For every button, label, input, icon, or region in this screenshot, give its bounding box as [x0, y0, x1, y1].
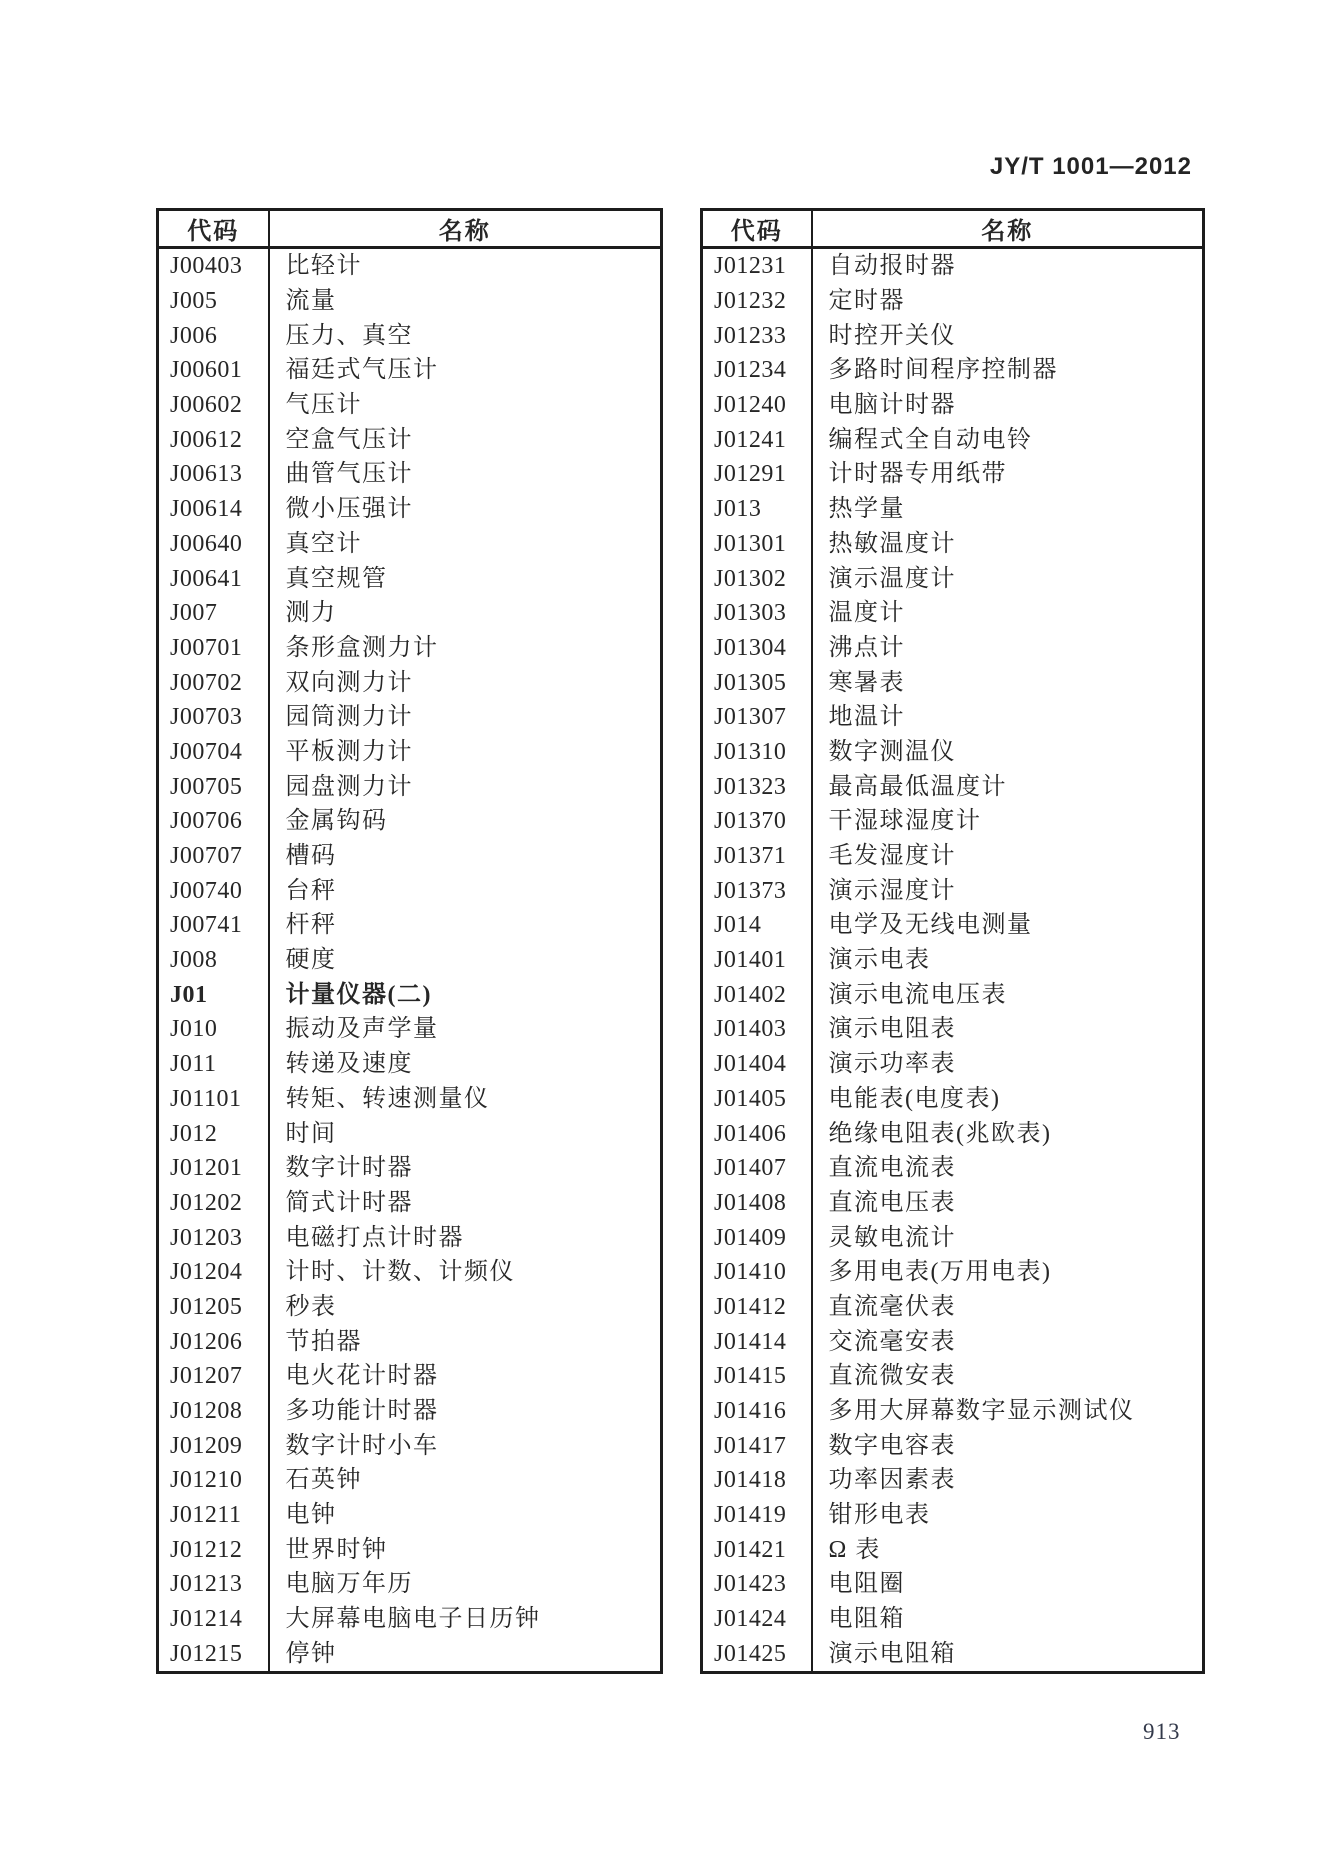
table-row — [158, 1151, 662, 1186]
name-cell: 演示功率表 — [828, 1051, 956, 1078]
table-row — [158, 943, 662, 978]
code-cell: J01370 — [702, 804, 812, 839]
name-cell: 热敏温度计 — [828, 530, 956, 557]
code-cell: J01205 — [158, 1290, 269, 1325]
table-row — [702, 1428, 1204, 1463]
table-row — [158, 1324, 662, 1359]
code-cell: J00741 — [158, 908, 269, 943]
code-cell: J01373 — [702, 873, 812, 908]
code-cell: J00705 — [158, 769, 269, 804]
name-cell: 电火花计时器 — [285, 1363, 439, 1390]
column-header-name: 名称 — [269, 210, 662, 248]
code-cell: J01412 — [702, 1290, 812, 1325]
table-row — [702, 284, 1204, 319]
table-row — [158, 248, 662, 284]
table-row — [158, 1186, 662, 1221]
code-cell: J00703 — [158, 700, 269, 735]
table-row — [702, 561, 1204, 596]
name-cell: 数字电容表 — [828, 1432, 956, 1459]
table-row — [702, 839, 1204, 874]
table-row — [158, 1012, 662, 1047]
table-row — [702, 596, 1204, 631]
name-cell: 多路时间程序控制器 — [828, 357, 1058, 384]
standard-number: JY/T 1001—2012 — [989, 153, 1192, 180]
name-cell: 振动及声学量 — [285, 1016, 439, 1043]
code-name-table — [700, 208, 1205, 1674]
code-cell: J00614 — [158, 492, 269, 527]
name-cell: 福廷式气压计 — [285, 357, 439, 384]
code-cell: J008 — [158, 943, 269, 978]
name-cell: 地温计 — [828, 704, 905, 731]
code-cell: J01234 — [702, 353, 812, 388]
code-cell: J01204 — [158, 1255, 269, 1290]
code-cell: J01421 — [702, 1532, 812, 1567]
table-row — [702, 631, 1204, 666]
code-cell: J00613 — [158, 457, 269, 492]
code-cell: J01415 — [702, 1359, 812, 1394]
name-cell: 微小压强计 — [285, 496, 413, 523]
table-row — [702, 735, 1204, 770]
code-cell: J01417 — [702, 1428, 812, 1463]
name-cell: 电脑计时器 — [828, 392, 956, 419]
table-row — [158, 873, 662, 908]
code-cell: J01206 — [158, 1324, 269, 1359]
name-cell: 数字计时器 — [285, 1155, 413, 1182]
table-row — [702, 353, 1204, 388]
name-cell: 编程式全自动电铃 — [828, 426, 1033, 453]
name-cell: 电能表(电度表) — [828, 1085, 1001, 1112]
code-cell: J01233 — [702, 318, 812, 353]
name-cell: 多用电表(万用电表) — [828, 1259, 1052, 1286]
name-cell: 计量仪器(二) — [285, 981, 432, 1008]
table-row — [158, 1255, 662, 1290]
table-row — [702, 977, 1204, 1012]
table-row — [702, 1359, 1204, 1394]
code-cell: J006 — [158, 318, 269, 353]
table-row — [702, 804, 1204, 839]
table-row — [702, 1151, 1204, 1186]
code-cell: J01 — [158, 977, 269, 1012]
table-row — [702, 1602, 1204, 1637]
name-cell: 转递及速度 — [285, 1051, 413, 1078]
code-cell: J00601 — [158, 353, 269, 388]
table-row — [702, 318, 1204, 353]
code-table-right — [700, 208, 1205, 1674]
name-cell: 世界时钟 — [285, 1536, 388, 1563]
code-cell: J01323 — [702, 769, 812, 804]
name-cell: 电脑万年历 — [285, 1571, 413, 1598]
name-cell: 园筒测力计 — [285, 704, 413, 731]
code-cell: J011 — [158, 1047, 269, 1082]
name-cell: 曲管气压计 — [285, 461, 413, 488]
code-cell: J01423 — [702, 1567, 812, 1602]
table-row — [702, 492, 1204, 527]
code-cell: J007 — [158, 596, 269, 631]
name-cell: 比轻计 — [285, 253, 362, 280]
code-cell: J01416 — [702, 1394, 812, 1429]
code-cell: J01303 — [702, 596, 812, 631]
code-cell: J01209 — [158, 1428, 269, 1463]
name-cell: 计时、计数、计频仪 — [285, 1259, 515, 1286]
table-row — [702, 457, 1204, 492]
table-row — [158, 631, 662, 666]
name-cell: 节拍器 — [285, 1328, 362, 1355]
name-cell: Ω 表 — [828, 1536, 881, 1563]
table-row — [158, 1047, 662, 1082]
table-row — [158, 318, 662, 353]
table-row — [702, 1255, 1204, 1290]
table-row — [158, 457, 662, 492]
code-cell: J01214 — [158, 1602, 269, 1637]
table-row — [158, 1498, 662, 1533]
name-cell: 温度计 — [828, 600, 905, 627]
code-cell: J01291 — [702, 457, 812, 492]
code-cell: J00706 — [158, 804, 269, 839]
name-cell: 园盘测力计 — [285, 773, 413, 800]
table-row — [702, 1290, 1204, 1325]
table-row — [702, 1637, 1204, 1673]
name-cell: 热学量 — [828, 496, 905, 523]
name-cell: 演示电阻箱 — [828, 1640, 956, 1667]
name-cell: 电磁打点计时器 — [285, 1224, 464, 1251]
code-cell: J01207 — [158, 1359, 269, 1394]
name-cell: 电钟 — [285, 1502, 337, 1529]
name-cell: 演示湿度计 — [828, 877, 956, 904]
code-cell: J01212 — [158, 1532, 269, 1567]
code-cell: J00403 — [158, 248, 269, 284]
table-row — [158, 1394, 662, 1429]
table-row — [702, 1116, 1204, 1151]
name-cell: 寒暑表 — [828, 669, 905, 696]
code-cell: J01201 — [158, 1151, 269, 1186]
name-cell: 多用大屏幕数字显示测试仪 — [828, 1398, 1135, 1425]
name-cell: 数字计时小车 — [285, 1432, 439, 1459]
name-cell: 压力、真空 — [285, 322, 413, 349]
code-cell: J01418 — [702, 1463, 812, 1498]
code-cell: J00641 — [158, 561, 269, 596]
name-cell: 条形盒测力计 — [285, 634, 439, 661]
table-row — [158, 596, 662, 631]
table-row — [702, 1394, 1204, 1429]
code-cell: J01405 — [702, 1082, 812, 1117]
name-cell: 自动报时器 — [828, 253, 956, 280]
table-row — [702, 943, 1204, 978]
code-cell: J01203 — [158, 1220, 269, 1255]
code-cell: J01305 — [702, 665, 812, 700]
code-cell: J00707 — [158, 839, 269, 874]
code-cell: J00640 — [158, 527, 269, 562]
column-header-name: 名称 — [812, 210, 1204, 248]
name-cell: 转矩、转速测量仪 — [285, 1085, 490, 1112]
table-row — [702, 1012, 1204, 1047]
code-cell: J01424 — [702, 1602, 812, 1637]
code-cell: J01310 — [702, 735, 812, 770]
name-cell: 毛发湿度计 — [828, 843, 956, 870]
table-row — [158, 735, 662, 770]
table-row — [158, 769, 662, 804]
table-row — [702, 1047, 1204, 1082]
code-cell: J01404 — [702, 1047, 812, 1082]
table-row — [158, 700, 662, 735]
column-header-code: 代码 — [158, 210, 269, 248]
name-cell: 真空计 — [285, 530, 362, 557]
table-row — [702, 1186, 1204, 1221]
table-row — [158, 1463, 662, 1498]
table-row — [158, 1359, 662, 1394]
code-cell: J005 — [158, 284, 269, 319]
name-cell: 台秤 — [285, 877, 337, 904]
code-cell: J01402 — [702, 977, 812, 1012]
name-cell: 停钟 — [285, 1640, 337, 1667]
name-cell: 平板测力计 — [285, 738, 413, 765]
code-cell: J01215 — [158, 1637, 269, 1673]
name-cell: 时控开关仪 — [828, 322, 956, 349]
name-cell: 杆秤 — [285, 912, 337, 939]
name-cell: 直流微安表 — [828, 1363, 956, 1390]
name-cell: 真空规管 — [285, 565, 388, 592]
code-cell: J01241 — [702, 422, 812, 457]
code-cell: J01302 — [702, 561, 812, 596]
code-cell: J01301 — [702, 527, 812, 562]
code-cell: J00704 — [158, 735, 269, 770]
code-cell: J01410 — [702, 1255, 812, 1290]
code-cell: J01407 — [702, 1151, 812, 1186]
code-cell: J013 — [702, 492, 812, 527]
table-row — [702, 422, 1204, 457]
table-row — [158, 492, 662, 527]
table-row — [158, 1082, 662, 1117]
name-cell: 直流毫伏表 — [828, 1293, 956, 1320]
column-header-code: 代码 — [702, 210, 812, 248]
name-cell: 灵敏电流计 — [828, 1224, 956, 1251]
name-cell: 交流毫安表 — [828, 1328, 956, 1355]
table-row — [158, 561, 662, 596]
name-cell: 双向测力计 — [285, 669, 413, 696]
code-cell: J014 — [702, 908, 812, 943]
code-cell: J01371 — [702, 839, 812, 874]
name-cell: 大屏幕电脑电子日历钟 — [285, 1606, 541, 1633]
code-cell: J01232 — [702, 284, 812, 319]
code-cell: J00602 — [158, 388, 269, 423]
code-cell: J01304 — [702, 631, 812, 666]
table-row — [702, 769, 1204, 804]
code-cell: J00702 — [158, 665, 269, 700]
name-cell: 演示电表 — [828, 947, 931, 974]
table-row — [158, 353, 662, 388]
name-cell: 电阻圈 — [828, 1571, 905, 1598]
table-row — [158, 527, 662, 562]
name-cell: 演示电阻表 — [828, 1016, 956, 1043]
table-row — [702, 388, 1204, 423]
code-cell: J01231 — [702, 248, 812, 284]
name-cell: 直流电流表 — [828, 1155, 956, 1182]
page-number: 913 — [1143, 1719, 1181, 1744]
table-row — [702, 873, 1204, 908]
name-cell: 石英钟 — [285, 1467, 362, 1494]
name-cell: 干湿球湿度计 — [828, 808, 982, 835]
name-cell: 槽码 — [285, 843, 337, 870]
table-row — [158, 908, 662, 943]
table-row — [702, 1220, 1204, 1255]
table-header-row — [702, 210, 1204, 248]
name-cell: 硬度 — [285, 947, 337, 974]
name-cell: 计时器专用纸带 — [828, 461, 1007, 488]
table-row — [702, 700, 1204, 735]
name-cell: 数字测温仪 — [828, 738, 956, 765]
table-row — [702, 248, 1204, 284]
code-cell: J01213 — [158, 1567, 269, 1602]
code-table-left — [156, 208, 663, 1674]
name-cell: 电学及无线电测量 — [828, 912, 1033, 939]
code-name-table — [156, 208, 663, 1674]
table-row — [158, 1567, 662, 1602]
name-cell: 秒表 — [285, 1293, 337, 1320]
table-row — [158, 422, 662, 457]
table-row — [158, 665, 662, 700]
name-cell: 多功能计时器 — [285, 1398, 439, 1425]
name-cell: 演示温度计 — [828, 565, 956, 592]
table-row — [158, 1637, 662, 1673]
code-cell: J01401 — [702, 943, 812, 978]
name-cell: 沸点计 — [828, 634, 905, 661]
code-cell: J00612 — [158, 422, 269, 457]
code-cell: J01408 — [702, 1186, 812, 1221]
table-row — [702, 527, 1204, 562]
name-cell: 功率因素表 — [828, 1467, 956, 1494]
code-cell: J01240 — [702, 388, 812, 423]
table-row — [702, 1324, 1204, 1359]
table-row — [158, 388, 662, 423]
table-row — [702, 1532, 1204, 1567]
code-cell: J01202 — [158, 1186, 269, 1221]
code-cell: J01211 — [158, 1498, 269, 1533]
code-cell: J01210 — [158, 1463, 269, 1498]
name-cell: 简式计时器 — [285, 1189, 413, 1216]
name-cell: 演示电流电压表 — [828, 981, 1007, 1008]
table-row — [158, 1290, 662, 1325]
code-cell: J01208 — [158, 1394, 269, 1429]
code-cell: J01101 — [158, 1082, 269, 1117]
table-row — [158, 1116, 662, 1151]
table-row — [158, 1602, 662, 1637]
code-cell: J01307 — [702, 700, 812, 735]
code-cell: J01406 — [702, 1116, 812, 1151]
table-row — [158, 839, 662, 874]
table-row — [158, 1532, 662, 1567]
table-row — [702, 665, 1204, 700]
code-cell: J012 — [158, 1116, 269, 1151]
table-row — [158, 804, 662, 839]
name-cell: 绝缘电阻表(兆欧表) — [828, 1120, 1052, 1147]
name-cell: 气压计 — [285, 392, 362, 419]
name-cell: 金属钩码 — [285, 808, 388, 835]
table-row — [158, 1220, 662, 1255]
table-row — [158, 1428, 662, 1463]
table-row — [702, 1463, 1204, 1498]
name-cell: 时间 — [285, 1120, 337, 1147]
code-cell: J01414 — [702, 1324, 812, 1359]
table-header-row — [158, 210, 662, 248]
table-row — [158, 284, 662, 319]
code-cell: J01425 — [702, 1637, 812, 1673]
name-cell: 电阻箱 — [828, 1606, 905, 1633]
code-cell: J01403 — [702, 1012, 812, 1047]
name-cell: 测力 — [285, 600, 337, 627]
name-cell: 定时器 — [828, 288, 905, 315]
code-cell: J010 — [158, 1012, 269, 1047]
code-cell: J01409 — [702, 1220, 812, 1255]
table-row — [702, 908, 1204, 943]
code-cell: J00701 — [158, 631, 269, 666]
name-cell: 空盒气压计 — [285, 426, 413, 453]
table-row — [158, 977, 662, 1012]
name-cell: 最高最低温度计 — [828, 773, 1007, 800]
table-row — [702, 1567, 1204, 1602]
name-cell: 直流电压表 — [828, 1189, 956, 1216]
code-cell: J00740 — [158, 873, 269, 908]
name-cell: 流量 — [285, 288, 337, 315]
code-cell: J01419 — [702, 1498, 812, 1533]
table-row — [702, 1498, 1204, 1533]
name-cell: 钳形电表 — [828, 1502, 931, 1529]
table-row — [702, 1082, 1204, 1117]
